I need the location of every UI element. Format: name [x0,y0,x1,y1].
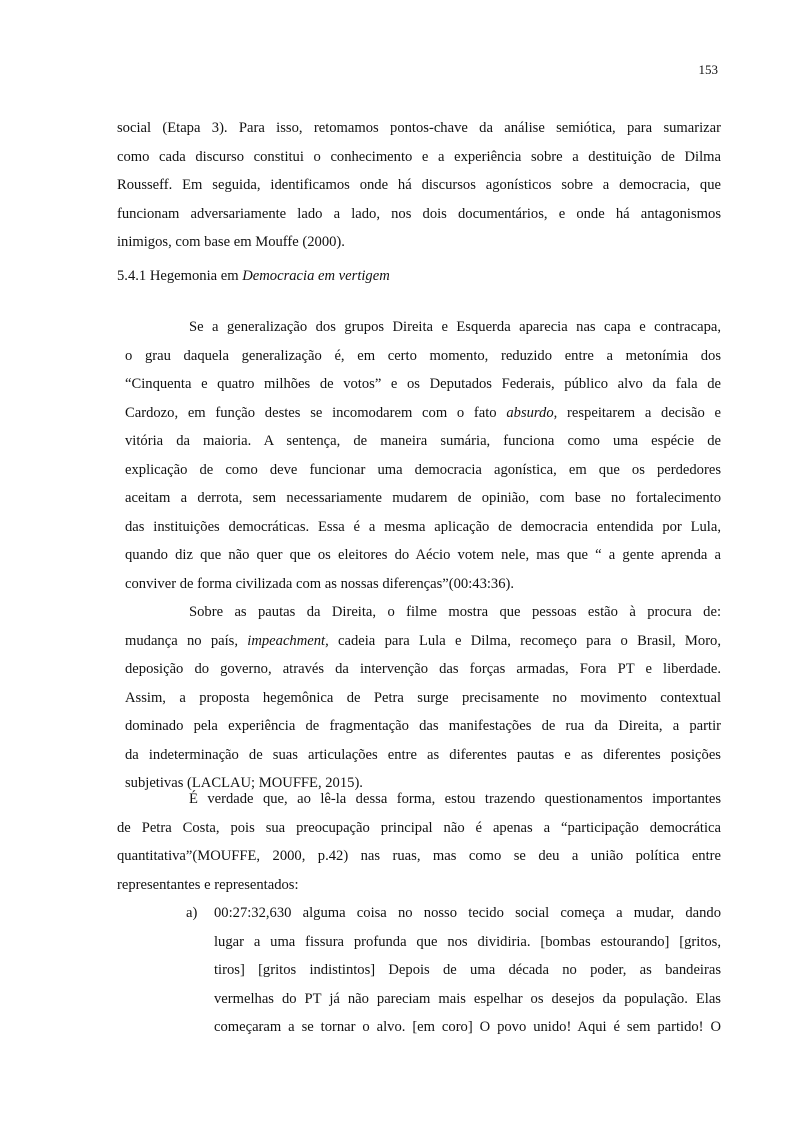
paragraph-line: das instituições democráticas. Essa é a mesma aplicação de democracia entendida por Lula, [125,518,721,535]
list-item-body [214,899,721,1042]
section-heading-prefix: 5.4.1 Hegemonia em [117,268,243,284]
paragraph-line: explicação de como deve funcionar uma democracia agonística, em que os perdedores [125,461,721,478]
list-label: a) [186,905,198,921]
section-heading [117,268,390,285]
paragraph-line: vitória da maioria. A sentença, de maneira sumária, funciona como uma espécie de [125,433,721,449]
intro-paragraph [117,114,721,257]
paragraph-line: quantitativa”(MOUFFE, 2000, p.42) nas ruas, mas como se deu a união política entre [117,848,721,864]
paragraph-line: da indeterminação de suas articulações entre as diferentes pautas e as diferentes posições [125,746,721,763]
indented-text-block [125,313,721,798]
intro-line: como cada discurso constitui o conhecimento e a experiência sobre a destituição de Dilma [117,148,721,165]
intro-line: funcionam adversariamente lado a lado, nos dois documentários, e onde há antagonismos [117,205,721,222]
text-run: Cardozo, em função destes se incomodarem com o fato [125,404,507,421]
paragraph-line: conviver de forma civilizada com as nossas diferenças”(00:43:36). [125,575,515,592]
list-line: vermelhas do PT já não pareciam mais espelhar os desejos da população. Elas [214,990,721,1007]
paragraph-line: dominado pela experiência de fragmentação das manifestações de rua da Direita, a partir [125,718,721,734]
list-line: começaram a se tornar o alvo. [em coro] O povo unido! Aqui é sem partido! O [214,1019,721,1035]
paragraph-line [125,627,721,656]
text-run: mudança no país, [125,632,248,649]
paragraph-line: o grau daquela generalização é, em certo momento, reduzido entre a metonímia dos [125,347,721,364]
list-line: 00:27:32,630 alguma coisa no nosso tecido social começa a mudar, dando [214,905,721,921]
paragraph-line: Assim, a proposta hegemônica de Petra surge precisamente no movimento contextual [125,689,721,706]
list-line: lugar a uma fissura profunda que nos dividiria. [bombas estourando] [gritos, [214,933,721,950]
intro-line: inimigos, com base em Mouffe (2000). [117,234,345,250]
paragraph-line: deposição do governo, através da intervenção das forças armadas, Fora PT e liberdade. [125,661,721,677]
paragraph-line: “Cinquenta e quatro milhões de votos” e os Deputados Federais, público alvo da fala de [125,376,721,392]
italic-run: impeachment [247,632,326,649]
paragraph-line: de Petra Costa, pois sua preocupação principal não é apenas a “participação democrática [117,819,721,836]
paragraph-line [125,399,721,428]
italic-run: absurdo [506,404,554,421]
paragraph-line: É verdade que, ao lê-la dessa forma, estou trazendo questionamentos importantes [189,791,721,807]
paragraph-3 [117,785,721,899]
paragraph-line: aceitam a derrota, sem necessariamente mudarem de opinião, com base no fortalecimento [125,490,721,506]
page-number: 153 [698,62,718,77]
paragraph-line: subjetivas (LACLAU; MOUFFE, 2015). [125,775,363,791]
list-line: tiros] [gritos indistintos] Depois de uma década no poder, as bandeiras [214,962,721,978]
text-run: , respeitarem a decisão e [553,404,721,421]
intro-line: social (Etapa 3). Para isso, retomamos pontos-chave da análise semiótica, para sumarizar [117,120,721,136]
text-run: , cadeia para Lula e Dilma, recomeço para o Brasil, Moro, [325,632,722,649]
paragraph-line: Sobre as pautas da Direita, o filme mostra que pessoas estão à procura de: [189,604,721,620]
section-heading-title: Democracia em vertigem [242,268,390,284]
paragraph-line: quando diz que não quer que os eleitores do Aécio votem nele, mas que “ a gente aprenda a [125,547,721,563]
intro-line: Rousseff. Em seguida, identificamos onde há discursos agonísticos sobre a democracia, que [117,177,721,193]
paragraph-line: Se a generalização dos grupos Direita e Esquerda aparecia nas capa e contracapa, [189,319,721,335]
paragraph-line: representantes e representados: [117,876,299,893]
